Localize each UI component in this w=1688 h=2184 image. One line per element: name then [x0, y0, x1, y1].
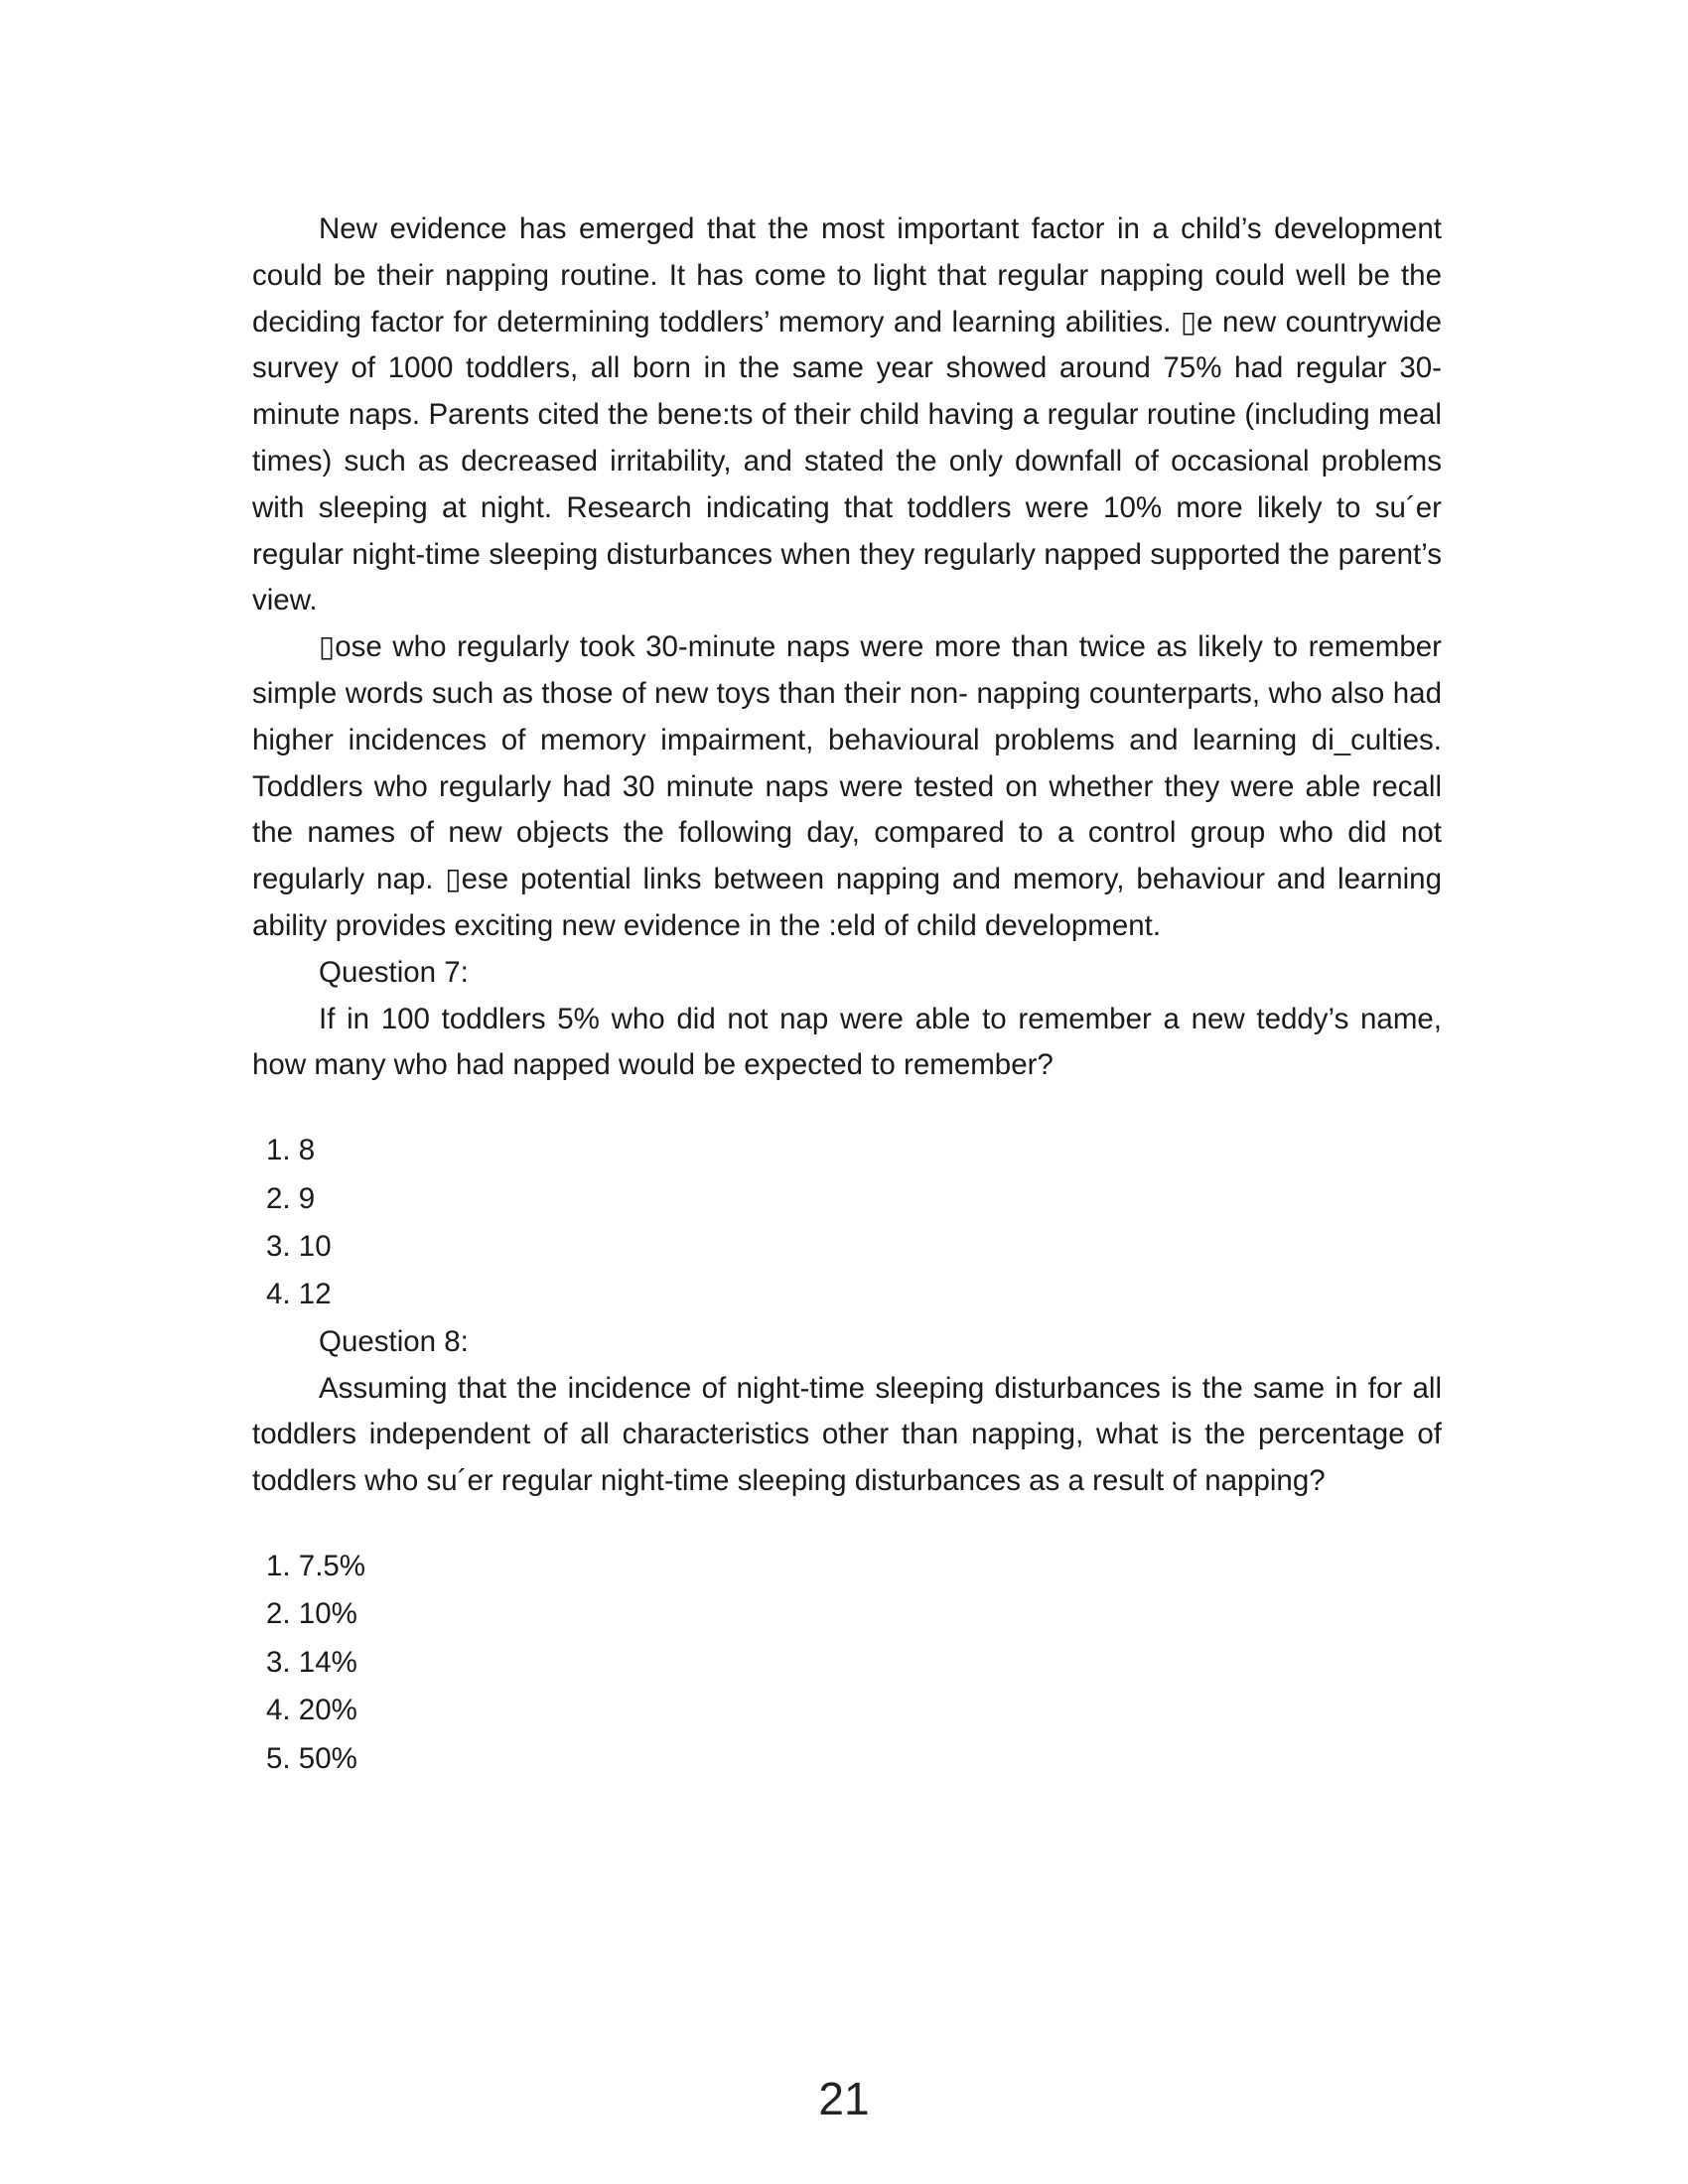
question-8-label: Question 8: — [319, 1324, 469, 1358]
question-7-text: If in 100 toddlers 5% who did not nap were able to remember a new teddy’s name, how many who had napped would be expected to remember? — [252, 1002, 1442, 1082]
question-8-options — [252, 1543, 1442, 1783]
question-8-option: 3. 14% — [266, 1645, 357, 1679]
question-8-option: 1. 7.5% — [266, 1549, 366, 1582]
question-8-option: 4. 20% — [266, 1694, 357, 1727]
page-number: 21 — [818, 2073, 870, 2124]
question-7-option: 4. 12 — [266, 1278, 332, 1311]
question-7-options — [252, 1127, 1442, 1319]
question-7-option: 1. 8 — [266, 1134, 316, 1167]
passage-paragraph-2: ▯ose who regularly took 30-minute naps were more than twice as likely to remember simple words such as those of new toys than their non- napping counterparts, who also had higher incidences of memory impairment, behavioural problems and learning di_culties. Toddlers who regularly had 30 minute naps were tested on whether they were able recall the names of new objects the following day, compared to a control group who did not regularly nap. ▯ese potential links between napping and memory, behaviour and learning ability provides exciting new evidence in the :eld of child development. — [252, 630, 1442, 942]
page-content — [252, 206, 1442, 1783]
question-8-option: 2. 10% — [266, 1597, 357, 1631]
question-8-text: Assuming that the incidence of night-time sleeping disturbances is the same in for all toddlers independent of all characteristics other than napping, what is the percentage of toddlers who su´er regular night-time sleeping disturbances as a result of napping? — [252, 1371, 1442, 1498]
question-7-option: 2. 9 — [266, 1181, 316, 1215]
spacer — [252, 1089, 1442, 1127]
question-8-option: 5. 50% — [266, 1741, 357, 1775]
question-7-option: 3. 10 — [266, 1229, 332, 1263]
spacer — [252, 1505, 1442, 1543]
passage-paragraph-1: New evidence has emerged that the most important factor in a child’s development could be their napping routine. It has come to light that regular napping could well be the deciding factor for determining toddlers’ memory and learning abilities. ▯e new countrywide survey of 1000 toddlers, all born in the same year showed around 75% had regular 30- minute naps. Parents cited the bene:ts of their child having a regular routine (including meal times) such as decreased irritability, and stated the only downfall of occasional problems with sleeping at night. Research indicating that toddlers were 10% more likely to su´er regular night-time sleeping disturbances when they regularly napped supported the parent’s view. — [252, 212, 1442, 617]
question-7-label: Question 7: — [319, 955, 469, 989]
